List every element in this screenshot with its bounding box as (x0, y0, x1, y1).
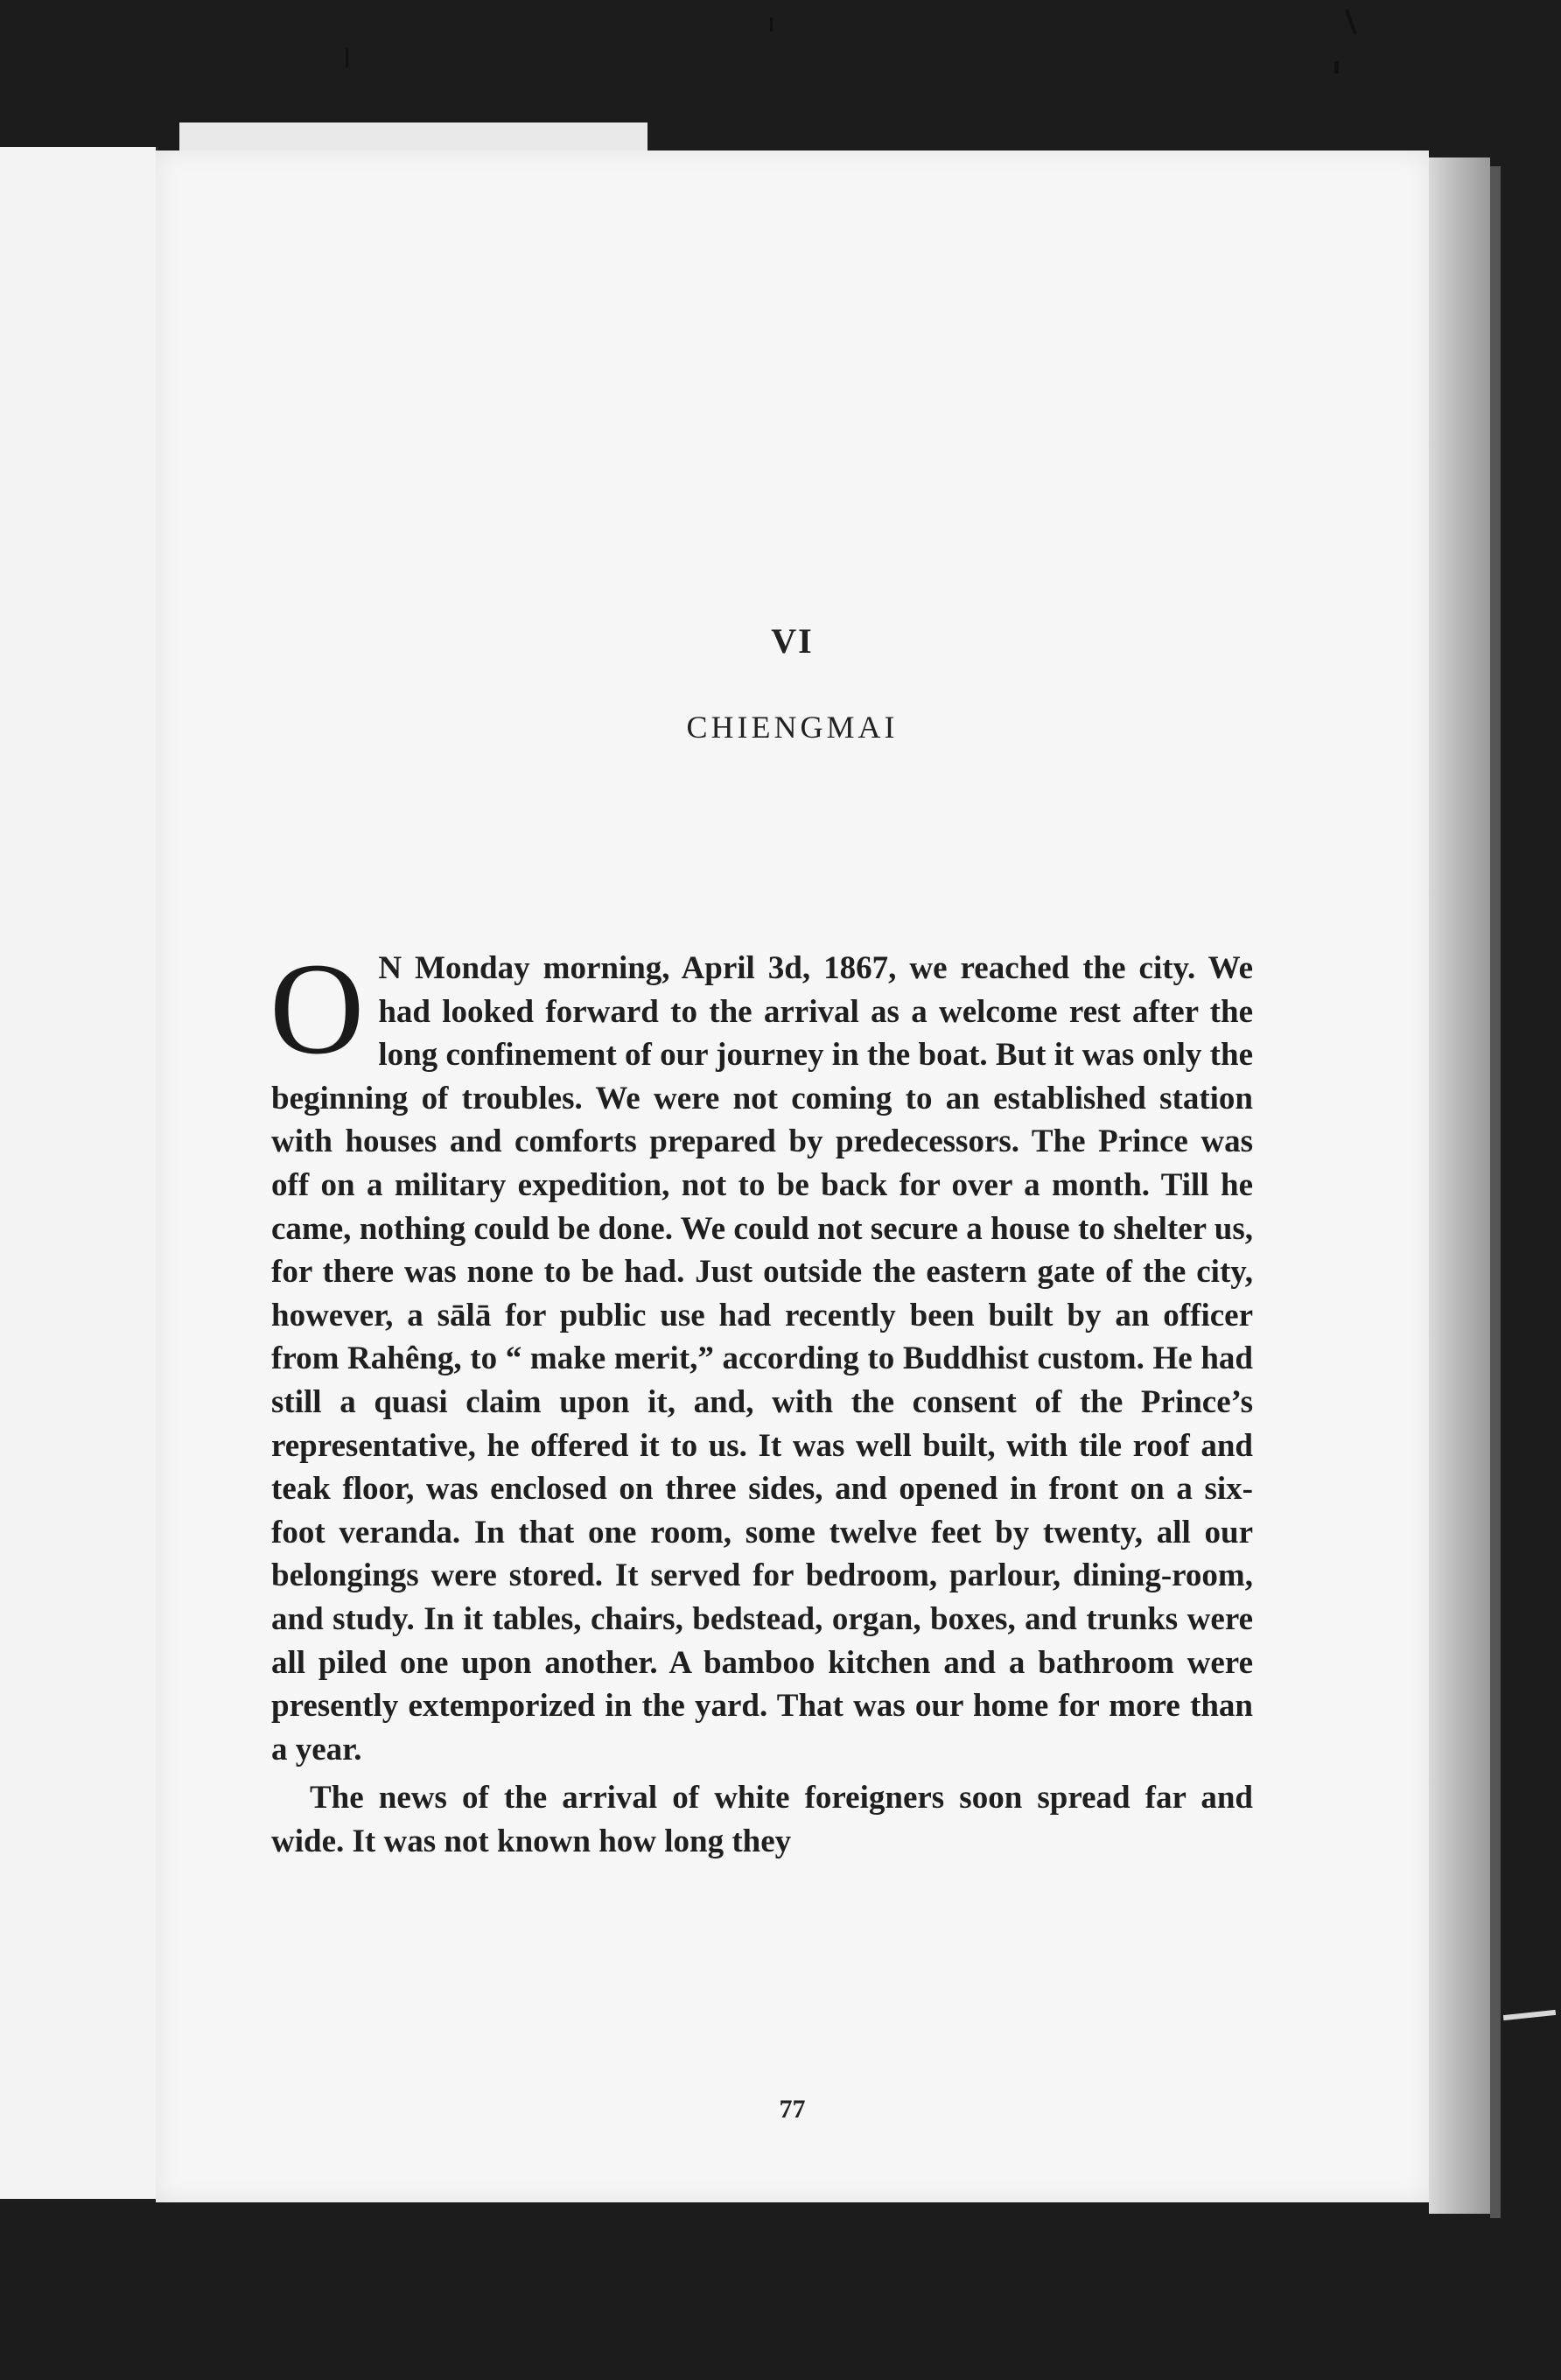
scan-speck (1345, 9, 1357, 35)
scan-speck (770, 18, 773, 32)
paragraph: The news of the arrival of white foreigners soon spread far and wide. It was not known how long they (271, 1780, 1253, 1859)
scan-speck (1334, 61, 1339, 74)
drop-cap: O (270, 936, 365, 1082)
book-cover-edge (1490, 166, 1501, 2218)
scan-speck (1503, 2010, 1556, 2020)
page-stack-edge (1429, 158, 1490, 2214)
page-number: 77 (779, 2095, 806, 2124)
book-page (156, 150, 1429, 2202)
paragraph-text: N Monday morning, April 3d, 1867, we reached the city. We had looked forward to the arrival as a welcome rest after the long confinement of our journey in the boat. But it was only the beginning of troubles. We were not coming to an established station with houses and comforts prepared by predecessors. The Prince was off on a military expedition, not to be back for over a month. Till he came, nothing could be done. We could not secure a house to shelter us, for there was none to be had. Just outside the eastern gate of the city, however, a sālā for public use had recently been built by an officer from Rahêng, to “ make merit,” according to Buddhist custom. He had still a quasi claim upon it, and, with the consent of the Prince’s representative, he offered it to us. It was well built, with tile roof and teak floor, was enclosed on three sides, and opened in front on a six-foot veranda. In that one room, some twelve feet by twenty, all our belongings were stored. It served for bedroom, parlour, dining-room, and study. In it tables, chairs, bedstead, organ, boxes, and trunks were all piled one upon another. A bamboo kitchen and a bathroom were presently extemporized in the yard. That was our home for more than a year. (271, 950, 1253, 1768)
scan-speck (346, 48, 348, 67)
chapter-title: CHIENGMAI (686, 710, 899, 745)
chapter-number: VI (771, 621, 814, 661)
chapter-text (270, 936, 1253, 1863)
paragraph (270, 936, 1253, 1771)
previous-page-edge (0, 147, 158, 2199)
